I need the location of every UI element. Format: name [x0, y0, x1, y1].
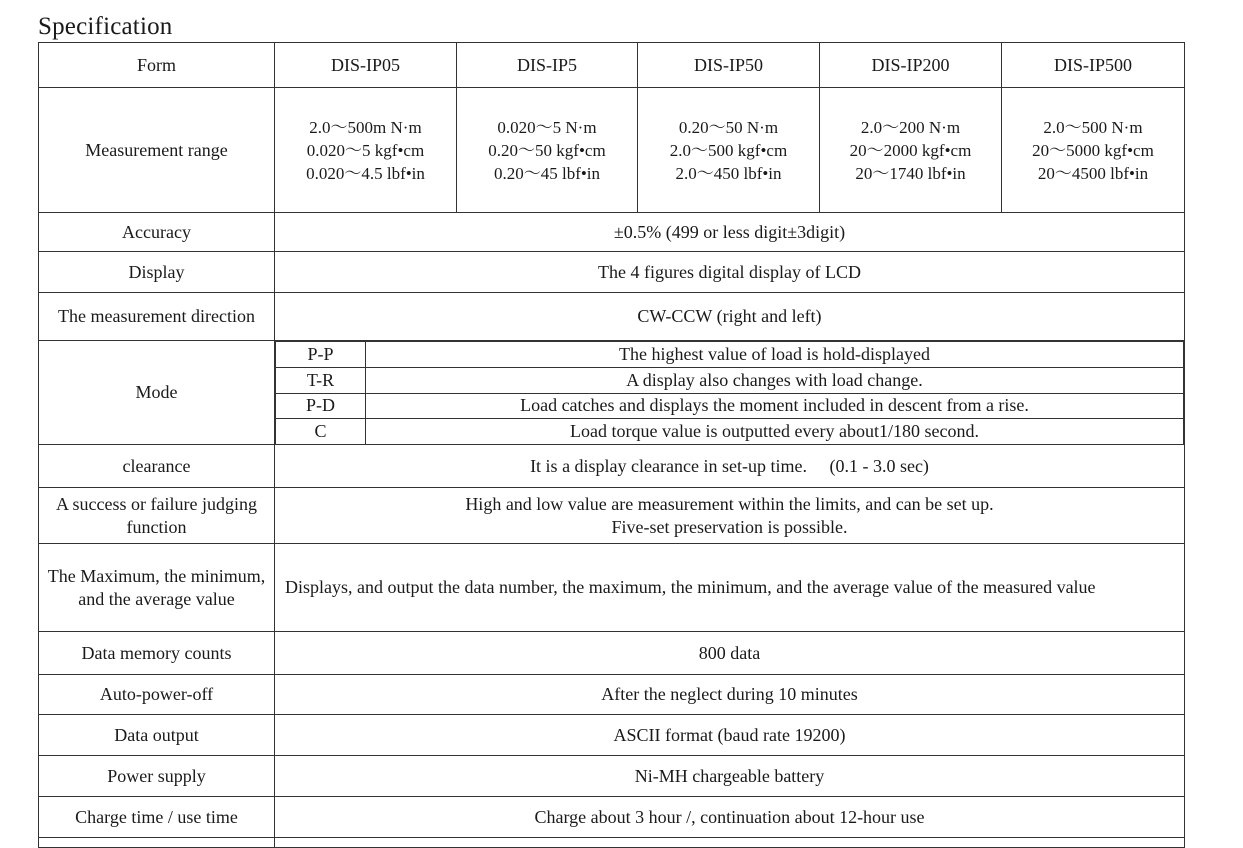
- range-value: 0.020～5 kgf•cm: [306, 140, 425, 160]
- range-value: 20～2000 kgf•cm: [849, 140, 972, 160]
- accuracy-row: [39, 213, 1185, 252]
- direction-row: [39, 293, 1185, 341]
- mode-row-pd: [276, 393, 1184, 419]
- model-dis-ip05: DIS-IP05: [275, 43, 457, 88]
- model-dis-ip5: DIS-IP5: [457, 43, 638, 88]
- header-row: [39, 43, 1185, 88]
- mode-code: C: [276, 419, 366, 444]
- mode-desc: Load catches and displays the moment included in descent from a rise.: [366, 393, 1184, 419]
- mode-row-c: [276, 419, 1184, 444]
- range-value: 0.20～50 N·m: [678, 117, 779, 137]
- mode-desc: The highest value of load is hold-displayed: [366, 342, 1184, 368]
- page-title: Specification: [38, 13, 173, 40]
- mode-code: P-D: [276, 393, 366, 419]
- range-value: 2.0～500 kgf•cm: [669, 140, 788, 160]
- judging-line: High and low value are measurement within the limits, and can be set up.: [465, 493, 994, 514]
- autopower-value: After the neglect during 10 minutes: [275, 675, 1185, 715]
- output-value: ASCII format (baud rate 19200): [275, 715, 1185, 756]
- accuracy-label: Accuracy: [39, 213, 275, 252]
- clearance-value: It is a display clearance in set-up time. (0.1 - 3.0 sec): [275, 445, 1185, 488]
- clearance-row: [39, 445, 1185, 488]
- measurement-range-row: [39, 88, 1185, 213]
- model-dis-ip200: DIS-IP200: [820, 43, 1002, 88]
- range-value: 20～5000 kgf•cm: [1032, 140, 1154, 160]
- mode-code: T-R: [276, 367, 366, 393]
- judging-line: Five-set preservation is possible.: [611, 516, 848, 537]
- range-value: 0.020～4.5 lbf•in: [306, 163, 425, 183]
- judging-value: [275, 488, 1185, 544]
- range-value: 20～1740 lbf•in: [855, 163, 966, 183]
- mode-cell: [275, 341, 1185, 445]
- mode-label: Mode: [39, 341, 275, 445]
- range-value: 2.0～200 N·m: [860, 117, 961, 137]
- direction-label: The measurement direction: [39, 293, 275, 341]
- direction-value: CW-CCW (right and left): [275, 293, 1185, 341]
- model-dis-ip50: DIS-IP50: [638, 43, 820, 88]
- range-value: 20～4500 lbf•in: [1037, 163, 1149, 183]
- continuation-cell: [275, 838, 1185, 848]
- range-value: 2.0～500 N·m: [1043, 117, 1143, 137]
- output-label: Data output: [39, 715, 275, 756]
- mode-row-tr: [276, 367, 1184, 393]
- measurement-range-label: Measurement range: [39, 88, 275, 213]
- table-continuation-row: [39, 838, 1185, 848]
- display-row: [39, 252, 1185, 293]
- range-dis-ip05: [275, 88, 457, 213]
- maxmin-value: Displays, and output the data number, the maximum, the minimum, and the average value of the measured value: [275, 544, 1185, 632]
- specification-table: [38, 42, 1185, 848]
- autopower-row: [39, 675, 1185, 715]
- accuracy-value: ±0.5% (499 or less digit±3digit): [275, 213, 1185, 252]
- range-value: 0.020～5 N·m: [497, 117, 597, 137]
- maxmin-row: [39, 544, 1185, 632]
- power-value: Ni-MH chargeable battery: [275, 756, 1185, 797]
- display-label: Display: [39, 252, 275, 293]
- judging-label: A success or failure judging function: [39, 488, 275, 544]
- range-dis-ip500: [1002, 88, 1185, 213]
- range-value: 0.20～50 kgf•cm: [488, 140, 606, 160]
- range-dis-ip200: [820, 88, 1002, 213]
- memory-label: Data memory counts: [39, 632, 275, 675]
- range-value: 2.0～450 lbf•in: [675, 163, 782, 183]
- model-dis-ip500: DIS-IP500: [1002, 43, 1185, 88]
- charge-label: Charge time / use time: [39, 797, 275, 838]
- charge-row: [39, 797, 1185, 838]
- memory-value: 800 data: [275, 632, 1185, 675]
- mode-row-pp: [276, 342, 1184, 368]
- mode-code: P-P: [276, 342, 366, 368]
- mode-desc: Load torque value is outputted every about1/180 second.: [366, 419, 1184, 444]
- display-value: The 4 figures digital display of LCD: [275, 252, 1185, 293]
- charge-value: Charge about 3 hour /, continuation about 12-hour use: [275, 797, 1185, 838]
- continuation-cell: [39, 838, 275, 848]
- range-dis-ip5: [457, 88, 638, 213]
- mode-table: [275, 341, 1184, 444]
- clearance-label: clearance: [39, 445, 275, 488]
- memory-row: [39, 632, 1185, 675]
- form-label: Form: [39, 43, 275, 88]
- autopower-label: Auto-power-off: [39, 675, 275, 715]
- output-row: [39, 715, 1185, 756]
- maxmin-label: The Maximum, the minimum, and the average value: [39, 544, 275, 632]
- power-row: [39, 756, 1185, 797]
- range-dis-ip50: [638, 88, 820, 213]
- mode-desc: A display also changes with load change.: [366, 367, 1184, 393]
- power-label: Power supply: [39, 756, 275, 797]
- range-value: 2.0～500m N·m: [309, 117, 422, 137]
- mode-row: [39, 341, 1185, 445]
- judging-row: [39, 488, 1185, 544]
- range-value: 0.20～45 lbf•in: [493, 163, 601, 183]
